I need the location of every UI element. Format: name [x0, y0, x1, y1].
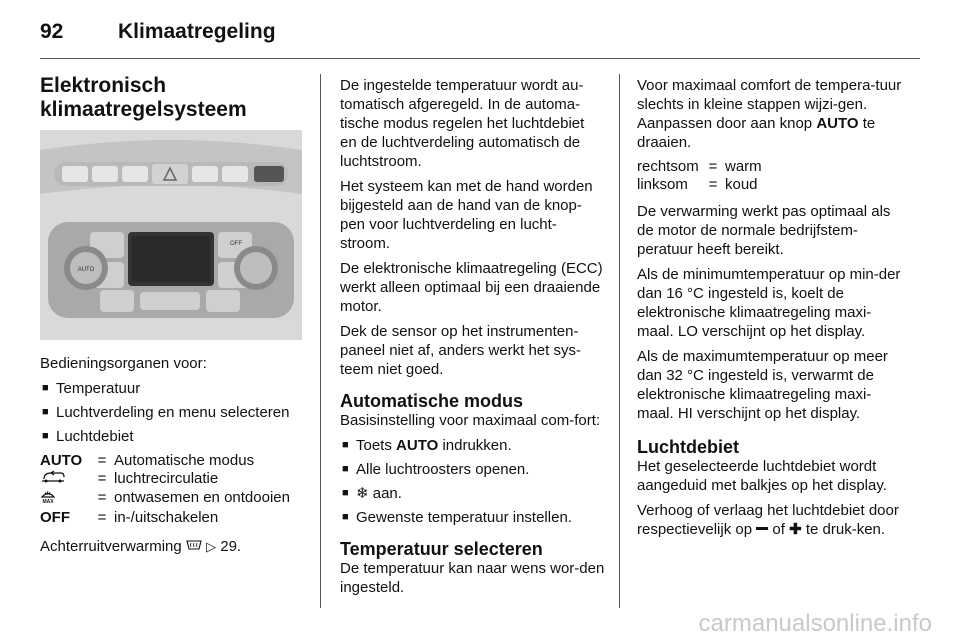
- rear-window-defrost-icon: [186, 539, 202, 552]
- page-number: 92: [40, 20, 64, 43]
- table-row: OFF = in-/uitschakelen: [40, 509, 219, 526]
- max-defrost-icon: [40, 489, 56, 504]
- rear-defrost-line: Achterruitverwarming ▷ 29.: [40, 538, 242, 555]
- temperature-heading: Temperatuur selecteren: [340, 539, 543, 559]
- plus-icon: ✚: [789, 521, 802, 538]
- legend-key: OFF: [40, 509, 70, 526]
- air-flow-heading: Luchtdebiet: [637, 437, 739, 457]
- table-row: linksom = koud: [637, 176, 758, 193]
- list-item: ■ Toets AUTO indrukken.: [340, 436, 605, 455]
- column-1: [40, 74, 305, 562]
- header-divider: [40, 58, 920, 59]
- legend-key: AUTO: [40, 452, 83, 469]
- list-item: ■ Alle luchtroosters openen.: [340, 460, 605, 479]
- watermark: carmanualsonline.info: [698, 610, 932, 637]
- controls-list: [40, 379, 305, 446]
- list-item: ■ Luchtdebiet: [40, 427, 305, 446]
- ac-snowflake-icon: ❄: [356, 485, 369, 502]
- column-divider-1: [320, 74, 321, 608]
- auto-mode-intro: Basisinstelling voor maximaal com-fort:: [340, 412, 601, 429]
- button-legend: [40, 452, 290, 527]
- paragraph: Het geselecteerde luchtdebiet wordt aangeduid met balkjes op het display.: [637, 458, 887, 494]
- list-item: ■ Gewenste temperatuur instellen.: [340, 508, 605, 527]
- list-item: ■ Temperatuur: [40, 379, 305, 398]
- photo-off-label: OFF: [230, 241, 242, 247]
- column-2: [340, 76, 605, 603]
- paragraph: Als de maximumtemperatuur op meer dan 32 °C ingesteld is, verwarmt de elektronische klimaatregeling maxi-maal. HI verschijnt op het display.: [637, 348, 888, 422]
- table-row: AUTO = Automatische modus: [40, 452, 255, 469]
- climate-control-panel-photo: [40, 130, 302, 340]
- page-reference[interactable]: 29.: [220, 538, 242, 555]
- paragraph: De elektronische klimaatregeling (ECC) werkt alleen optimaal bij een draaiende motor.: [340, 260, 603, 315]
- section-title: Elektronisch klimaatregelsysteem: [40, 74, 247, 121]
- list-item: ■ Luchtverdeling en menu selecteren: [40, 403, 305, 422]
- paragraph: De ingestelde temperatuur wordt au-tomatisch afgeregeld. In de automa-tische modus regelen het luchtdebiet en de luchtverdeling automatisch de luchtstroom.: [340, 77, 585, 170]
- column-3: [637, 76, 905, 545]
- controls-intro: Bedieningsorganen voor:: [40, 355, 207, 372]
- table-row: MAX = ontwasemen en ontdooien: [40, 489, 290, 509]
- list-item: ■ ❄ aan.: [340, 484, 605, 503]
- rotation-table: [637, 158, 762, 194]
- chapter-title: Klimaatregeling: [118, 20, 276, 43]
- auto-mode-steps: [340, 436, 605, 527]
- paragraph: De verwarming werkt pas optimaal als de motor de normale bedrijfstem-peratuur heeft bereikt.: [637, 203, 891, 258]
- table-row: = luchtrecirculatie: [40, 470, 290, 489]
- column-divider-2: [619, 74, 620, 608]
- recirculation-icon: [40, 470, 66, 484]
- paragraph: Dek de sensor op het instrumenten-paneel niet af, anders werkt het sys-teem niet goed.: [340, 323, 581, 378]
- page-reference-icon: ▷: [206, 539, 217, 554]
- paragraph: De temperatuur kan naar wens wor-den ingesteld.: [340, 560, 605, 596]
- table-row: rechtsom = warm: [637, 158, 762, 175]
- paragraph: Voor maximaal comfort de tempera-tuur slechts in kleine stappen wijzi-gen. Aanpassen door aan knop AUTO te draaien.: [637, 77, 902, 151]
- paragraph: Verhoog of verlaag het luchtdebiet door respectievelijk op of ✚ te druk-ken.: [637, 502, 899, 538]
- photo-knob-label: AUTO: [77, 267, 95, 273]
- paragraph: Het systeem kan met de hand worden bijgesteld aan de hand van de knop-pen voor luchtverdeling en lucht-stroom.: [340, 178, 593, 252]
- svg-text:MAX: MAX: [42, 499, 54, 504]
- minus-icon: [756, 527, 768, 530]
- auto-mode-heading: Automatische modus: [340, 391, 524, 411]
- paragraph: Als de minimumtemperatuur op min-der dan 16 °C ingesteld is, koelt de elektronische klimaatregeling maxi-maal. LO verschijnt op het display.: [637, 266, 901, 340]
